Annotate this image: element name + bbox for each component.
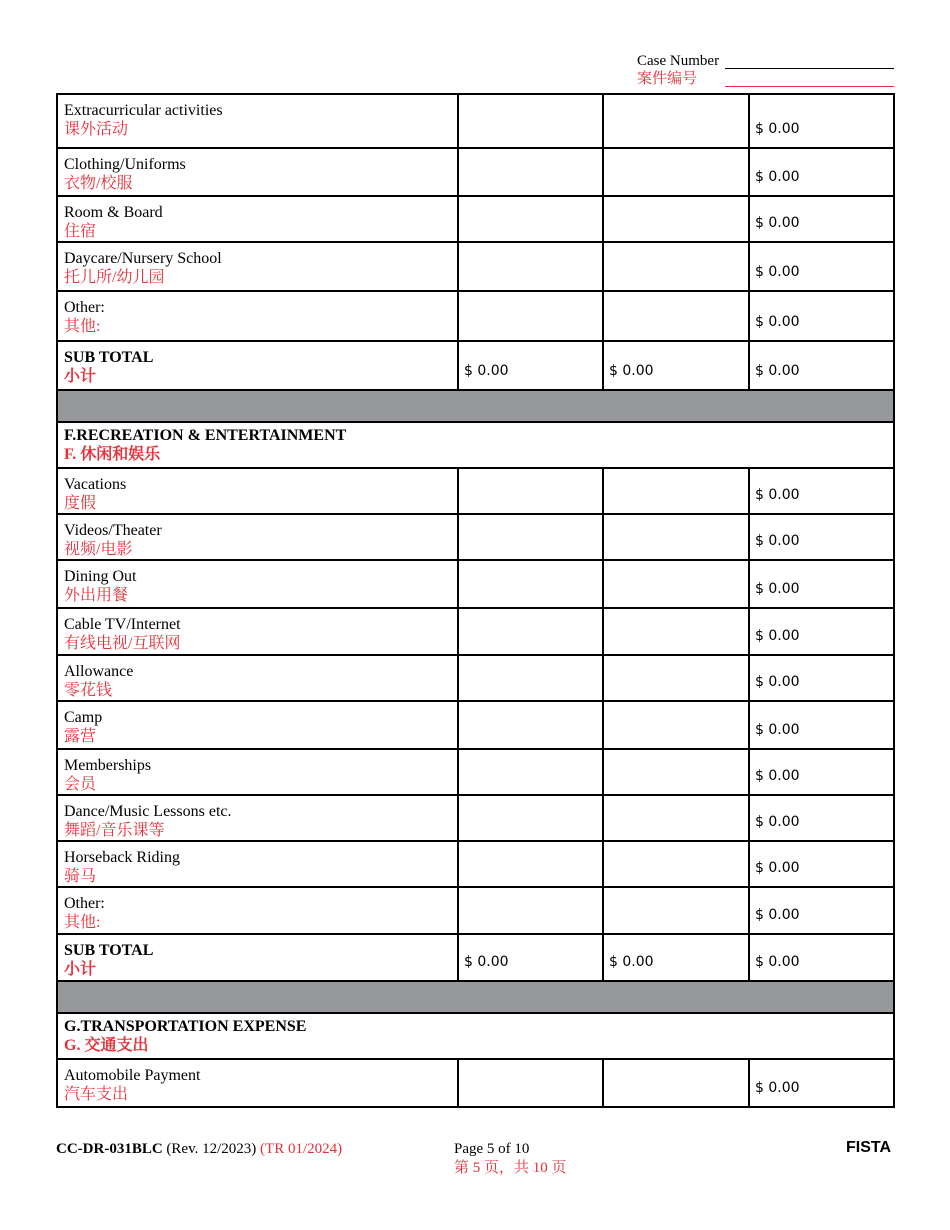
amount-field-1: $ 0.00 [458, 341, 603, 390]
row-label-en: Memberships [64, 757, 152, 774]
amount-field-2[interactable] [603, 1059, 749, 1107]
total-field: $ 0.00 [749, 701, 894, 749]
table-row [57, 94, 894, 148]
amount-field-2[interactable] [603, 514, 749, 560]
table-row [57, 608, 894, 655]
table-row [57, 514, 894, 560]
section-title-en: G.TRANSPORTATION EXPENSE [64, 1018, 307, 1035]
total-field: $ 0.00 [749, 655, 894, 701]
amount-field-2: $ 0.00 [603, 934, 749, 981]
row-label-en: Camp [64, 709, 103, 726]
row-label-zh: 露营 [64, 728, 97, 745]
total-field: $ 0.00 [749, 341, 894, 390]
section-title-zh: G. 交通支出 [64, 1037, 149, 1054]
row-label-en: Extracurricular activities [64, 102, 223, 119]
case-number-underline-zh [725, 86, 894, 87]
amount-field-2[interactable] [603, 608, 749, 655]
total-field: $ 0.00 [749, 749, 894, 795]
section-title [57, 422, 894, 468]
row-label-zh: 汽车支出 [64, 1086, 129, 1103]
table-row [57, 468, 894, 514]
amount-field-1[interactable] [458, 655, 603, 701]
row-label-en: Vacations [64, 476, 127, 493]
divider-cell [57, 981, 894, 1013]
total-field: $ 0.00 [749, 795, 894, 841]
amount-field-1[interactable] [458, 795, 603, 841]
row-label [57, 242, 458, 291]
total-field: $ 0.00 [749, 608, 894, 655]
row-label [57, 749, 458, 795]
row-label-zh: 会员 [64, 776, 97, 793]
amount-field-1[interactable] [458, 701, 603, 749]
section-header [57, 422, 894, 468]
total-field: $ 0.00 [749, 887, 894, 934]
subtotal-row [57, 341, 894, 390]
total-field: $ 0.00 [749, 934, 894, 981]
amount-field-2[interactable] [603, 94, 749, 148]
amount-field-1[interactable] [458, 468, 603, 514]
total-field: $ 0.00 [749, 468, 894, 514]
amount-field-1[interactable] [458, 514, 603, 560]
amount-field-1[interactable] [458, 94, 603, 148]
section-divider [57, 390, 894, 422]
total-field: $ 0.00 [749, 196, 894, 242]
row-label-zh: 托儿所/幼儿园 [64, 269, 165, 286]
brand-label: FISTA [846, 1139, 892, 1156]
row-label-zh: 其他: [64, 914, 101, 931]
row-label [57, 887, 458, 934]
row-label-zh: 外出用餐 [64, 587, 129, 604]
row-label-zh: 住宿 [64, 223, 97, 240]
subtotal-row [57, 934, 894, 981]
row-label [57, 560, 458, 608]
amount-field-1[interactable] [458, 608, 603, 655]
row-label-zh: 小计 [64, 961, 97, 978]
section-title-zh: F. 休闲和娱乐 [64, 446, 161, 463]
amount-field-1[interactable] [458, 1059, 603, 1107]
amount-field-2[interactable] [603, 841, 749, 887]
amount-field-2[interactable] [603, 148, 749, 196]
total-field: $ 0.00 [749, 560, 894, 608]
amount-field-2: $ 0.00 [603, 341, 749, 390]
row-label-zh: 有线电视/互联网 [64, 635, 181, 652]
table-row [57, 560, 894, 608]
section-header [57, 1013, 894, 1059]
amount-field-1[interactable] [458, 148, 603, 196]
amount-field-1[interactable] [458, 887, 603, 934]
case-number-field[interactable] [725, 68, 894, 69]
row-label-zh: 舞蹈/音乐课等 [64, 822, 165, 839]
amount-field-1[interactable] [458, 242, 603, 291]
row-label-zh: 其他: [64, 318, 101, 335]
row-label [57, 1059, 458, 1107]
row-label-en: Daycare/Nursery School [64, 250, 222, 267]
total-field: $ 0.00 [749, 94, 894, 148]
total-field: $ 0.00 [749, 1059, 894, 1107]
amount-field-2[interactable] [603, 795, 749, 841]
row-label-en: SUB TOTAL [64, 942, 154, 959]
form-translation-revision: (TR 01/2024) [260, 1141, 343, 1157]
row-label-en: Clothing/Uniforms [64, 156, 186, 173]
amount-field-1[interactable] [458, 749, 603, 795]
row-label-en: Horseback Riding [64, 849, 180, 866]
amount-field-2[interactable] [603, 887, 749, 934]
section-title [57, 1013, 894, 1059]
row-label-en: Other: [64, 895, 105, 912]
row-label [57, 196, 458, 242]
row-label [57, 934, 458, 981]
form-revision: (Rev. 12/2023) [166, 1141, 257, 1157]
row-label-en: Other: [64, 299, 105, 316]
amount-field-2[interactable] [603, 242, 749, 291]
row-label [57, 291, 458, 341]
page-number [454, 1140, 567, 1178]
case-number-label: Case Number [637, 53, 720, 69]
case-number-block [637, 52, 719, 88]
row-label [57, 795, 458, 841]
row-label-en: SUB TOTAL [64, 349, 154, 366]
row-label [57, 841, 458, 887]
table-row [57, 887, 894, 934]
row-label-en: Room & Board [64, 204, 163, 221]
form-code: CC-DR-031BLC [56, 1141, 163, 1157]
case-number-label-zh: 案件编号 [637, 71, 698, 87]
page-number-zh: 第 5 页，共 10 页 [454, 1160, 567, 1176]
total-field: $ 0.00 [749, 148, 894, 196]
amount-field-2[interactable] [603, 560, 749, 608]
row-label-en: Videos/Theater [64, 522, 162, 539]
table-row [57, 655, 894, 701]
table-row [57, 795, 894, 841]
row-label [57, 94, 458, 148]
table-row [57, 242, 894, 291]
table-row [57, 841, 894, 887]
expense-table [56, 93, 895, 1108]
amount-field-2[interactable] [603, 655, 749, 701]
amount-field-1[interactable] [458, 560, 603, 608]
amount-field-1[interactable] [458, 841, 603, 887]
table-row [57, 148, 894, 196]
row-label-zh: 骑马 [64, 868, 97, 885]
row-label [57, 468, 458, 514]
total-field: $ 0.00 [749, 841, 894, 887]
row-label [57, 341, 458, 390]
amount-field-2[interactable] [603, 701, 749, 749]
table-row [57, 1059, 894, 1107]
row-label-en: Automobile Payment [64, 1067, 201, 1084]
section-divider [57, 981, 894, 1013]
total-field: $ 0.00 [749, 291, 894, 341]
row-label-en: Dining Out [64, 568, 137, 585]
amount-field-2[interactable] [603, 468, 749, 514]
amount-field-1[interactable] [458, 196, 603, 242]
row-label-en: Dance/Music Lessons etc. [64, 803, 232, 820]
table-row [57, 701, 894, 749]
row-label [57, 701, 458, 749]
divider-cell [57, 390, 894, 422]
amount-field-2[interactable] [603, 749, 749, 795]
amount-field-2[interactable] [603, 291, 749, 341]
page-number-en: Page 5 of 10 [454, 1141, 530, 1157]
row-label-en: Cable TV/Internet [64, 616, 181, 633]
section-title-en: F.RECREATION & ENTERTAINMENT [64, 427, 347, 444]
row-label-en: Allowance [64, 663, 134, 680]
row-label-zh: 衣物/校服 [64, 175, 133, 192]
row-label-zh: 课外活动 [64, 121, 129, 138]
table-row [57, 749, 894, 795]
amount-field-2[interactable] [603, 196, 749, 242]
row-label-zh: 视频/电影 [64, 541, 133, 558]
total-field: $ 0.00 [749, 242, 894, 291]
row-label [57, 608, 458, 655]
amount-field-1[interactable] [458, 291, 603, 341]
amount-field-1: $ 0.00 [458, 934, 603, 981]
table-row [57, 196, 894, 242]
row-label-zh: 度假 [64, 495, 97, 512]
row-label [57, 514, 458, 560]
row-label-zh: 零花钱 [64, 682, 113, 699]
row-label [57, 655, 458, 701]
form-id [56, 1141, 342, 1158]
row-label-zh: 小计 [64, 368, 97, 385]
row-label [57, 148, 458, 196]
table-row [57, 291, 894, 341]
total-field: $ 0.00 [749, 514, 894, 560]
